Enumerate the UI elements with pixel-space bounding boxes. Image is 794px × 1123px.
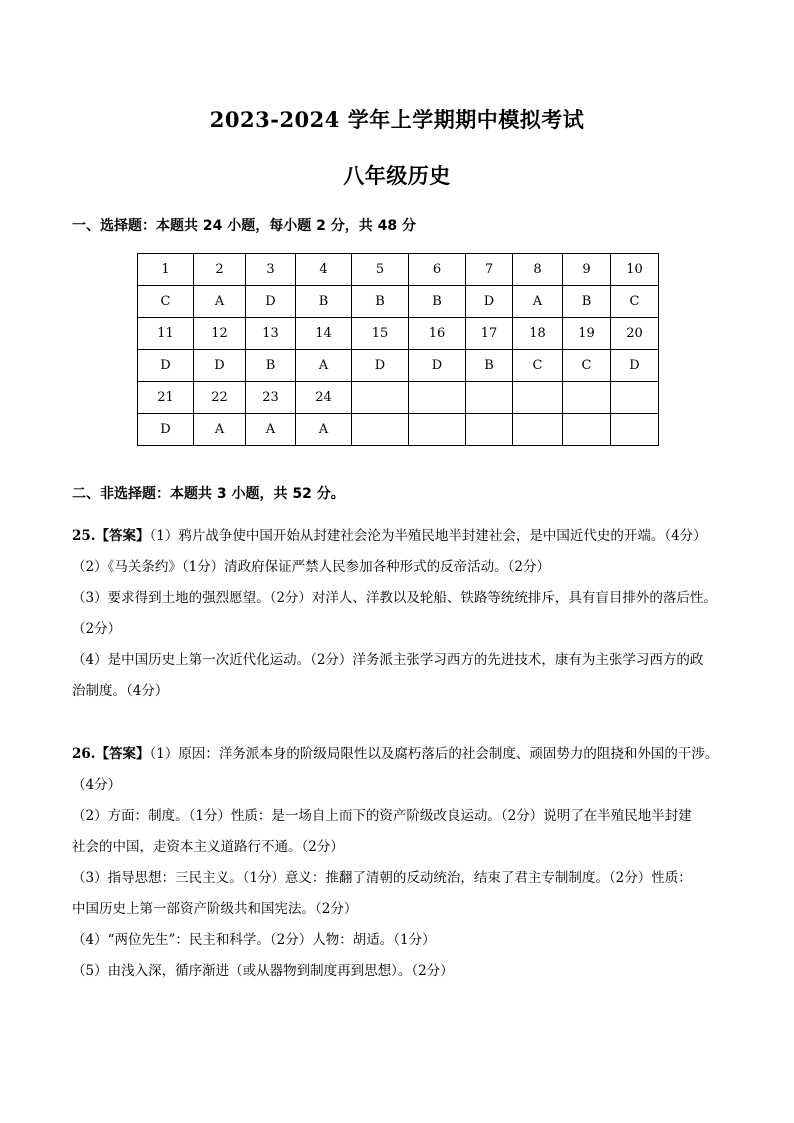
answer-cell xyxy=(352,414,409,446)
answer-line: （2分） xyxy=(72,621,122,637)
answer-cell: C xyxy=(138,286,194,318)
answer-cell: D xyxy=(138,350,194,382)
answer-cell: C xyxy=(611,286,659,318)
question-number-cell: 8 xyxy=(513,254,563,286)
question-number-cell: 17 xyxy=(466,318,513,350)
answer-cell xyxy=(466,414,513,446)
section-heading-choice: 一、选择题：本题共 24 小题，每小题 2 分，共 48 分 xyxy=(72,218,416,234)
answer-cell xyxy=(513,414,563,446)
question-26-answer xyxy=(72,739,732,987)
page-subtitle: 八年级历史 xyxy=(343,163,451,188)
question-number-cell xyxy=(563,382,611,414)
answer-cell: C xyxy=(513,350,563,382)
answer-cell: C xyxy=(563,350,611,382)
page-title: 2023-2024 学年上学期期中模拟考试 xyxy=(209,107,585,132)
answer-cell: D xyxy=(611,350,659,382)
answer-table xyxy=(137,253,659,446)
answer-line: （5）由浅入深，循序渐进（或从器物到制度再到思想）。（2分） xyxy=(72,963,454,979)
question-number-cell: 10 xyxy=(611,254,659,286)
question-number-cell: 11 xyxy=(138,318,194,350)
answer-cell: B xyxy=(352,286,409,318)
answer-cell: D xyxy=(352,350,409,382)
question-number-cell: 3 xyxy=(246,254,296,286)
question-number-cell xyxy=(513,382,563,414)
question-number-cell xyxy=(611,382,659,414)
answer-cell: D xyxy=(246,286,296,318)
answer-cell: A xyxy=(194,414,246,446)
question-number-cell: 20 xyxy=(611,318,659,350)
question-number-cell: 21 xyxy=(138,382,194,414)
answer-cell: A xyxy=(194,286,246,318)
answer-cell: B xyxy=(246,350,296,382)
question-number-cell: 19 xyxy=(563,318,611,350)
answer-cell: B xyxy=(563,286,611,318)
question-number-cell xyxy=(352,382,409,414)
answer-line: 26.【答案】（1）原因：洋务派本身的阶级局限性以及腐朽落后的社会制度、顽固势力的阻挠和外国的干涉。 xyxy=(72,746,719,762)
answer-cell: A xyxy=(513,286,563,318)
answer-line: （2）《马关条约》（1分）清政府保证严禁人民参加各种形式的反帝活动。（2分） xyxy=(72,559,551,575)
question-number-cell: 9 xyxy=(563,254,611,286)
question-number-cell: 16 xyxy=(409,318,466,350)
answer-cell: A xyxy=(246,414,296,446)
answer-row xyxy=(138,414,659,446)
answer-line: 治制度。（4分） xyxy=(72,683,169,699)
question-number-row xyxy=(138,318,659,350)
question-number-cell xyxy=(466,382,513,414)
question-number-row xyxy=(138,254,659,286)
question-number-cell: 12 xyxy=(194,318,246,350)
question-number-cell: 13 xyxy=(246,318,296,350)
answer-cell: D xyxy=(138,414,194,446)
question-number-cell: 1 xyxy=(138,254,194,286)
question-number-cell: 23 xyxy=(246,382,296,414)
answer-line: （2）方面：制度。（1分）性质：是一场自上而下的资产阶级改良运动。（2分）说明了在半殖民地半封建 xyxy=(72,808,692,824)
question-25-answer xyxy=(72,521,732,707)
answer-cell: B xyxy=(466,350,513,382)
answer-line: （3）指导思想：三民主义。（1分）意义：推翻了清朝的反动统治，结束了君主专制制度。（2分）性质： xyxy=(72,870,692,886)
answer-line: （4）是中国历史上第一次近代化运动。（2分）洋务派主张学习西方的先进技术，康有为主张学习西方的政 xyxy=(72,652,704,668)
answer-cell: A xyxy=(296,414,352,446)
answer-cell: D xyxy=(466,286,513,318)
answer-cell: B xyxy=(296,286,352,318)
question-number-cell: 7 xyxy=(466,254,513,286)
question-number-cell: 5 xyxy=(352,254,409,286)
answer-label: 26.【答案】 xyxy=(72,746,150,762)
question-number-cell: 18 xyxy=(513,318,563,350)
answer-cell xyxy=(611,414,659,446)
answer-cell xyxy=(563,414,611,446)
answer-line: 中国历史上第一部资产阶级共和国宪法。（2分） xyxy=(72,901,358,917)
answer-line: （4分） xyxy=(72,777,122,793)
question-number-cell: 4 xyxy=(296,254,352,286)
answer-cell: A xyxy=(296,350,352,382)
answer-cell xyxy=(409,414,466,446)
answer-cell: D xyxy=(409,350,466,382)
question-number-cell: 14 xyxy=(296,318,352,350)
answer-row xyxy=(138,350,659,382)
answer-cell: D xyxy=(194,350,246,382)
question-number-cell: 22 xyxy=(194,382,246,414)
answer-line: （4）“两位先生”：民主和科学。（2分）人物：胡适。（1分） xyxy=(72,932,436,948)
answer-cell: B xyxy=(409,286,466,318)
answer-row xyxy=(138,286,659,318)
question-number-cell: 15 xyxy=(352,318,409,350)
question-number-cell xyxy=(409,382,466,414)
answer-line: （3）要求得到土地的强烈愿望。（2分）对洋人、洋教以及轮船、铁路等统统排斥，具有盲目排外的落后性。 xyxy=(72,590,717,606)
section-heading-nonchoice: 二、非选择题：本题共 3 小题，共 52 分。 xyxy=(72,486,345,502)
answer-line: 25.【答案】（1）鸦片战争使中国开始从封建社会沦为半殖民地半封建社会，是中国近代史的开端。（4分） xyxy=(72,528,707,544)
answer-label: 25.【答案】 xyxy=(72,528,150,544)
question-number-cell: 2 xyxy=(194,254,246,286)
question-number-cell: 6 xyxy=(409,254,466,286)
question-number-row xyxy=(138,382,659,414)
answer-line: 社会的中国，走资本主义道路行不通。（2分） xyxy=(72,839,344,855)
question-number-cell: 24 xyxy=(296,382,352,414)
